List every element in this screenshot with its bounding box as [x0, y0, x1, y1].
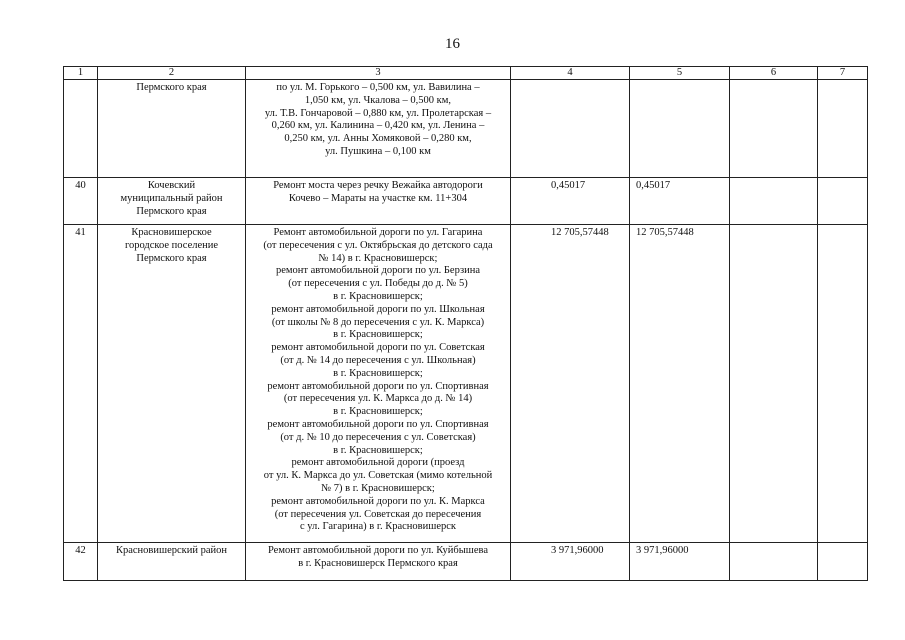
column-header: 6	[730, 67, 818, 80]
column-header: 7	[818, 67, 868, 80]
table-row	[64, 543, 868, 581]
row-number: 40	[64, 178, 98, 225]
amount-cell	[630, 80, 730, 178]
empty-cell	[818, 543, 868, 581]
amount-cell: 3 971,96000	[511, 543, 630, 581]
row-number	[64, 80, 98, 178]
table-row	[64, 178, 868, 225]
description-cell: Ремонт моста через речку Вежайка автодороги Кочево – Мараты на участке км. 11+304	[246, 178, 511, 225]
header-row	[64, 67, 868, 80]
municipality-cell: Пермского края	[98, 80, 246, 178]
empty-cell	[818, 225, 868, 543]
row-number: 41	[64, 225, 98, 543]
column-header: 5	[630, 67, 730, 80]
description-cell: по ул. М. Горького – 0,500 км, ул. Вавилина – 1,050 км, ул. Чкалова – 0,500 км, ул. Т.В. Гончаровой – 0,880 км, ул. Пролетарская – 0,260 км, ул. Калинина – 0,420 км, ул. Ленина – 0,250 км, ул. Анны Хомяковой – 0,280 км, ул. Пушкина – 0,100 км	[246, 80, 511, 178]
empty-cell	[818, 178, 868, 225]
column-header: 2	[98, 67, 246, 80]
amount-cell	[511, 80, 630, 178]
amount-cell: 0,45017	[511, 178, 630, 225]
amount-cell: 12 705,57448	[511, 225, 630, 543]
description-cell: Ремонт автомобильной дороги по ул. Гагарина (от пересечения с ул. Октябрьская до детского сада № 14) в г. Красновишерск; ремонт автомобильной дороги по ул. Берзина (от пересечения с ул. Победы до д. № 5) в г. Красновишерск; ремонт автомобильной дороги по ул. Школьная (от школы № 8 до пересечения с ул. К. Маркса) в г. Красновишерск; ремонт автомобильной дороги по ул. Советская (от д. № 14 до пересечения с ул. Школьная) в г. Красновишерск; ремонт автомобильной дороги по ул. Спортивная (от пересечения ул. К. Маркса до д. № 14) в г. Красновишерск; ремонт автомобильной дороги по ул. Спортивная (от д. № 10 до пересечения с ул. Советская) в г. Красновишерск; ремонт автомобильной дороги (проезд от ул. К. Маркса до ул. Советская (мимо котельной № 7) в г. Красновишерск; ремонт автомобильной дороги по ул. К. Маркса (от пересечения ул. Советская до пересечения с ул. Гагарина) в г. Красновишерск	[246, 225, 511, 543]
amount-cell: 0,45017	[630, 178, 730, 225]
amount-cell: 12 705,57448	[630, 225, 730, 543]
empty-cell	[818, 80, 868, 178]
table-row	[64, 80, 868, 178]
amount-cell: 3 971,96000	[630, 543, 730, 581]
page-number: 16	[445, 36, 460, 52]
column-header: 1	[64, 67, 98, 80]
empty-cell	[730, 178, 818, 225]
municipality-cell: Кочевский муниципальный район Пермского края	[98, 178, 246, 225]
data-table	[63, 66, 868, 581]
column-header: 4	[511, 67, 630, 80]
row-number: 42	[64, 543, 98, 581]
empty-cell	[730, 225, 818, 543]
table-row	[64, 225, 868, 543]
municipality-cell: Красновишерское городское поселение Пермского края	[98, 225, 246, 543]
description-cell: Ремонт автомобильной дороги по ул. Куйбышева в г. Красновишерск Пермского края	[246, 543, 511, 581]
municipality-cell: Красновишерский район	[98, 543, 246, 581]
empty-cell	[730, 80, 818, 178]
empty-cell	[730, 543, 818, 581]
column-header: 3	[246, 67, 511, 80]
